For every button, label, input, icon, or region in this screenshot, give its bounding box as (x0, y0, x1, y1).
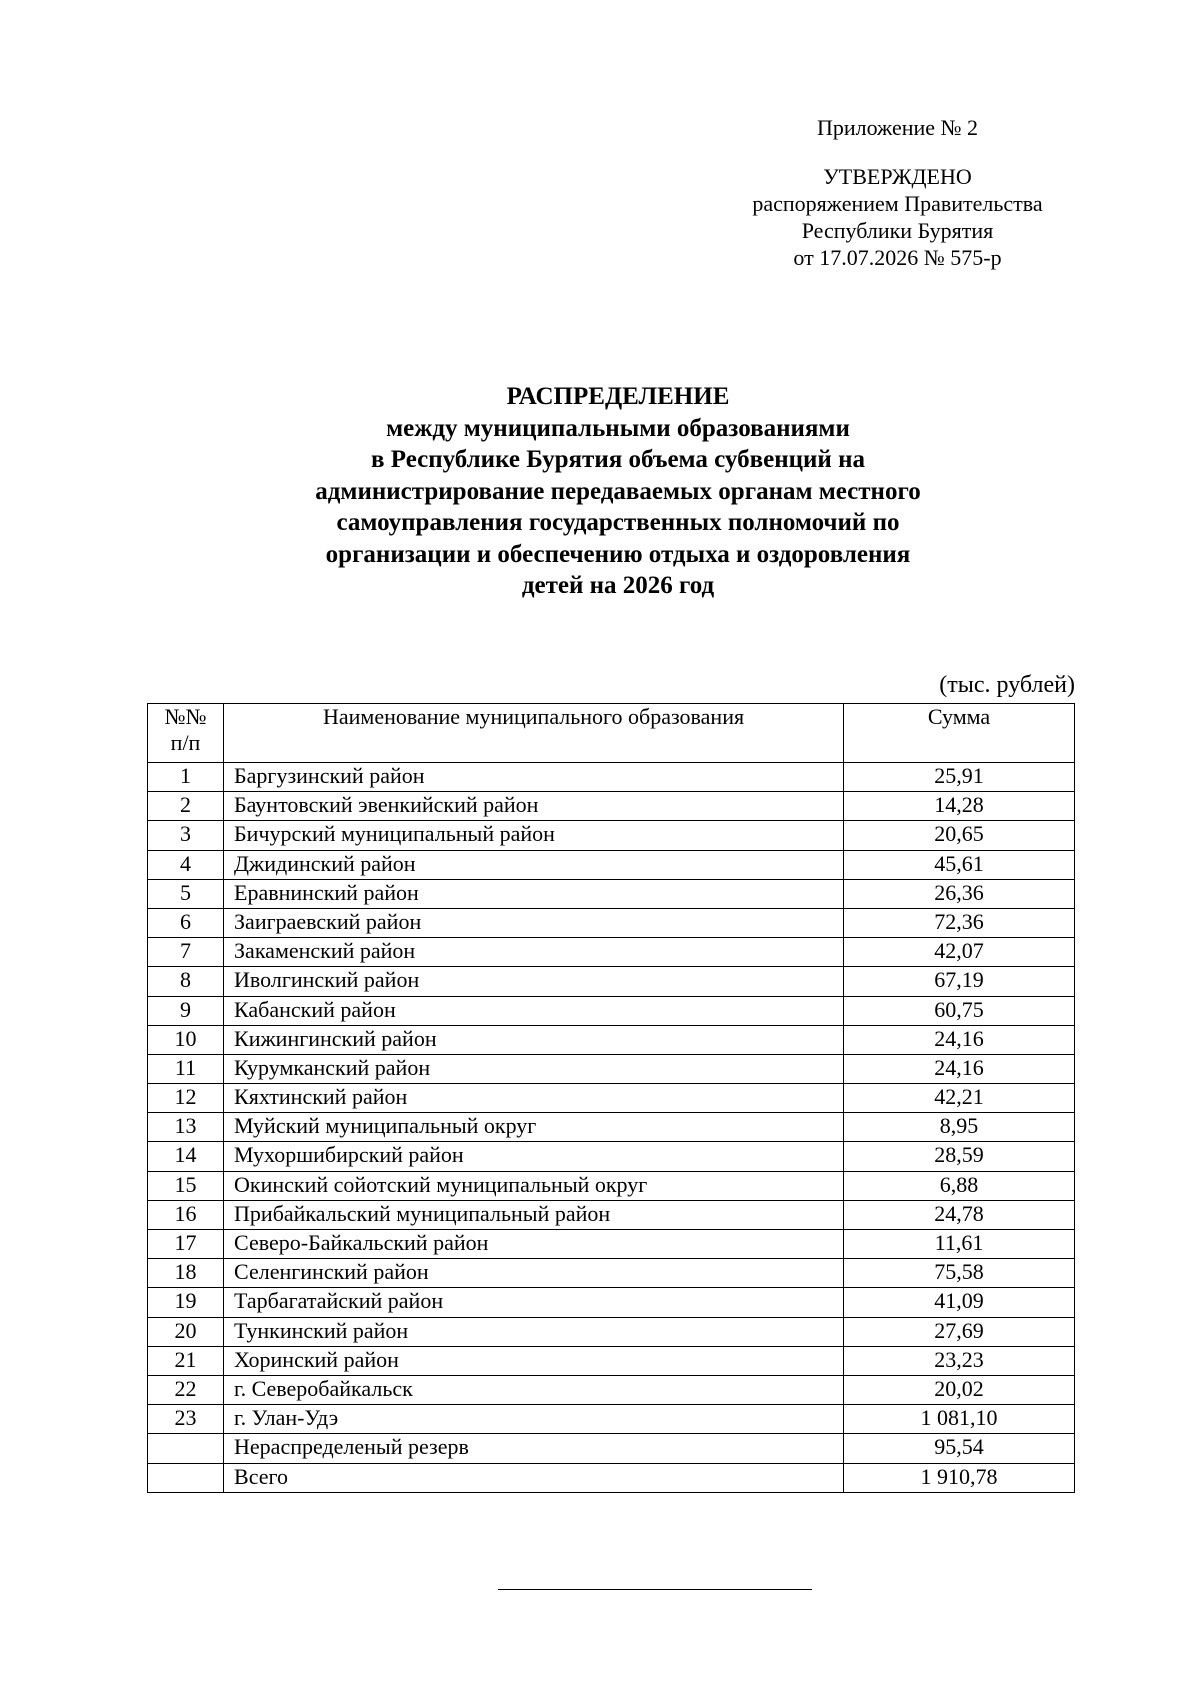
distribution-table (147, 703, 1075, 1493)
table-row (148, 879, 1075, 908)
table-row (148, 763, 1075, 792)
title-line-7: детей на 2026 год (521, 572, 715, 599)
row-sum: 75,58 (844, 1259, 1075, 1288)
table-row (148, 1200, 1075, 1229)
title-line-6: организации и обеспечению отдыха и оздоровления (325, 540, 911, 568)
row-number: 23 (148, 1405, 224, 1434)
row-number: 11 (148, 1054, 224, 1083)
table-row (148, 1346, 1075, 1375)
row-name: Бичурский муниципальный район (224, 821, 844, 850)
title-line-4: администрирование передаваемых органам местного (315, 477, 921, 505)
table-row (148, 1463, 1075, 1492)
table-row (148, 1230, 1075, 1259)
row-sum: 20,02 (844, 1375, 1075, 1404)
row-name: Курумканский район (224, 1054, 844, 1083)
row-name: Окинский сойотский муниципальный округ (224, 1171, 844, 1200)
row-sum: 8,95 (844, 1113, 1075, 1142)
row-number: 20 (148, 1317, 224, 1346)
row-sum: 72,36 (844, 908, 1075, 937)
order-date: от 17.07.2026 № 575-р (793, 245, 1002, 270)
row-sum: 24,78 (844, 1200, 1075, 1229)
order-line-2: Республики Бурятия (801, 218, 994, 243)
header-sum: Сумма (844, 704, 1075, 763)
row-number: 10 (148, 1025, 224, 1054)
row-name: Мухоршибирский район (224, 1142, 844, 1171)
row-name: Баргузинский район (224, 763, 844, 792)
row-sum: 20,65 (844, 821, 1075, 850)
row-number: 1 (148, 763, 224, 792)
table-row (148, 1317, 1075, 1346)
row-number: 9 (148, 996, 224, 1025)
row-name: Хоринский район (224, 1346, 844, 1375)
title-line-2: между муниципальными образованиями (386, 414, 850, 442)
table-row (148, 908, 1075, 937)
row-name: Нераспределеный резерв (224, 1434, 844, 1463)
row-sum: 95,54 (844, 1434, 1075, 1463)
row-number: 12 (148, 1084, 224, 1113)
header-number (148, 704, 224, 763)
row-sum: 41,09 (844, 1288, 1075, 1317)
document-title (240, 381, 996, 602)
row-name: Баунтовский эвенкийский район (224, 792, 844, 821)
table-row (148, 1084, 1075, 1113)
row-number: 21 (148, 1346, 224, 1375)
row-number: 19 (148, 1288, 224, 1317)
row-sum: 26,36 (844, 879, 1075, 908)
row-sum: 67,19 (844, 967, 1075, 996)
row-number: 13 (148, 1113, 224, 1142)
row-name: Кабанский район (224, 996, 844, 1025)
table-row (148, 1025, 1075, 1054)
row-number: 16 (148, 1200, 224, 1229)
row-name: Всего (224, 1463, 844, 1492)
table-row (148, 1434, 1075, 1463)
table-row (148, 1113, 1075, 1142)
appendix-block (700, 114, 1095, 271)
title-line-5: самоуправления государственных полномочий по (336, 509, 900, 536)
title-line-1: РАСПРЕДЕЛЕНИЕ (506, 383, 730, 410)
row-number (148, 1463, 224, 1492)
row-name: Кяхтинский район (224, 1084, 844, 1113)
title-line-3: в Республике Бурятия объема субвенций на (371, 446, 865, 473)
row-sum: 11,61 (844, 1230, 1075, 1259)
row-number: 17 (148, 1230, 224, 1259)
row-sum: 28,59 (844, 1142, 1075, 1171)
row-name: Еравнинский район (224, 879, 844, 908)
order-line-1: распоряжением Правительства (752, 191, 1043, 216)
table-row (148, 821, 1075, 850)
row-name: Иволгинский район (224, 967, 844, 996)
row-sum: 6,88 (844, 1171, 1075, 1200)
table-row (148, 996, 1075, 1025)
spacer (700, 141, 1095, 163)
row-sum: 24,16 (844, 1025, 1075, 1054)
header-number-line-1: №№ (164, 704, 207, 729)
units-label: (тыс. рублей) (939, 672, 1075, 698)
table-row (148, 1288, 1075, 1317)
row-sum: 45,61 (844, 850, 1075, 879)
signature-line (498, 1589, 812, 1590)
row-sum: 27,69 (844, 1317, 1075, 1346)
row-name: Тарбагатайский район (224, 1288, 844, 1317)
row-sum: 14,28 (844, 792, 1075, 821)
row-name: Закаменский район (224, 938, 844, 967)
table-row (148, 792, 1075, 821)
table-header-row (148, 704, 1075, 763)
row-number: 18 (148, 1259, 224, 1288)
row-sum: 1 081,10 (844, 1405, 1075, 1434)
row-name: Селенгинский район (224, 1259, 844, 1288)
approved-label: УТВЕРЖДЕНО (823, 164, 972, 189)
row-number: 4 (148, 850, 224, 879)
appendix-number: Приложение № 2 (816, 115, 979, 140)
table-row (148, 967, 1075, 996)
table-row (148, 1171, 1075, 1200)
table-body (148, 763, 1075, 1493)
table-row (148, 1259, 1075, 1288)
table-row (148, 1142, 1075, 1171)
row-sum: 24,16 (844, 1054, 1075, 1083)
row-number (148, 1434, 224, 1463)
row-number: 22 (148, 1375, 224, 1404)
table-row (148, 1375, 1075, 1404)
table-row (148, 1405, 1075, 1434)
row-sum: 1 910,78 (844, 1463, 1075, 1492)
table-row (148, 938, 1075, 967)
row-name: Прибайкальский муниципальный район (224, 1200, 844, 1229)
row-name: Джидинский район (224, 850, 844, 879)
row-number: 2 (148, 792, 224, 821)
row-sum: 42,07 (844, 938, 1075, 967)
row-number: 15 (148, 1171, 224, 1200)
row-sum: 60,75 (844, 996, 1075, 1025)
table-row (148, 850, 1075, 879)
row-name: Заиграевский район (224, 908, 844, 937)
row-sum: 25,91 (844, 763, 1075, 792)
row-sum: 23,23 (844, 1346, 1075, 1375)
row-name: Северо-Байкальский район (224, 1230, 844, 1259)
row-number: 6 (148, 908, 224, 937)
table-row (148, 1054, 1075, 1083)
header-name: Наименование муниципального образования (224, 704, 844, 763)
row-number: 7 (148, 938, 224, 967)
row-number: 3 (148, 821, 224, 850)
row-number: 8 (148, 967, 224, 996)
row-name: Тункинский район (224, 1317, 844, 1346)
row-number: 5 (148, 879, 224, 908)
row-name: г. Улан-Удэ (224, 1405, 844, 1434)
row-name: г. Северобайкальск (224, 1375, 844, 1404)
row-sum: 42,21 (844, 1084, 1075, 1113)
row-number: 14 (148, 1142, 224, 1171)
header-number-line-2: п/п (170, 730, 201, 755)
row-name: Муйский муниципальный округ (224, 1113, 844, 1142)
row-name: Кижингинский район (224, 1025, 844, 1054)
